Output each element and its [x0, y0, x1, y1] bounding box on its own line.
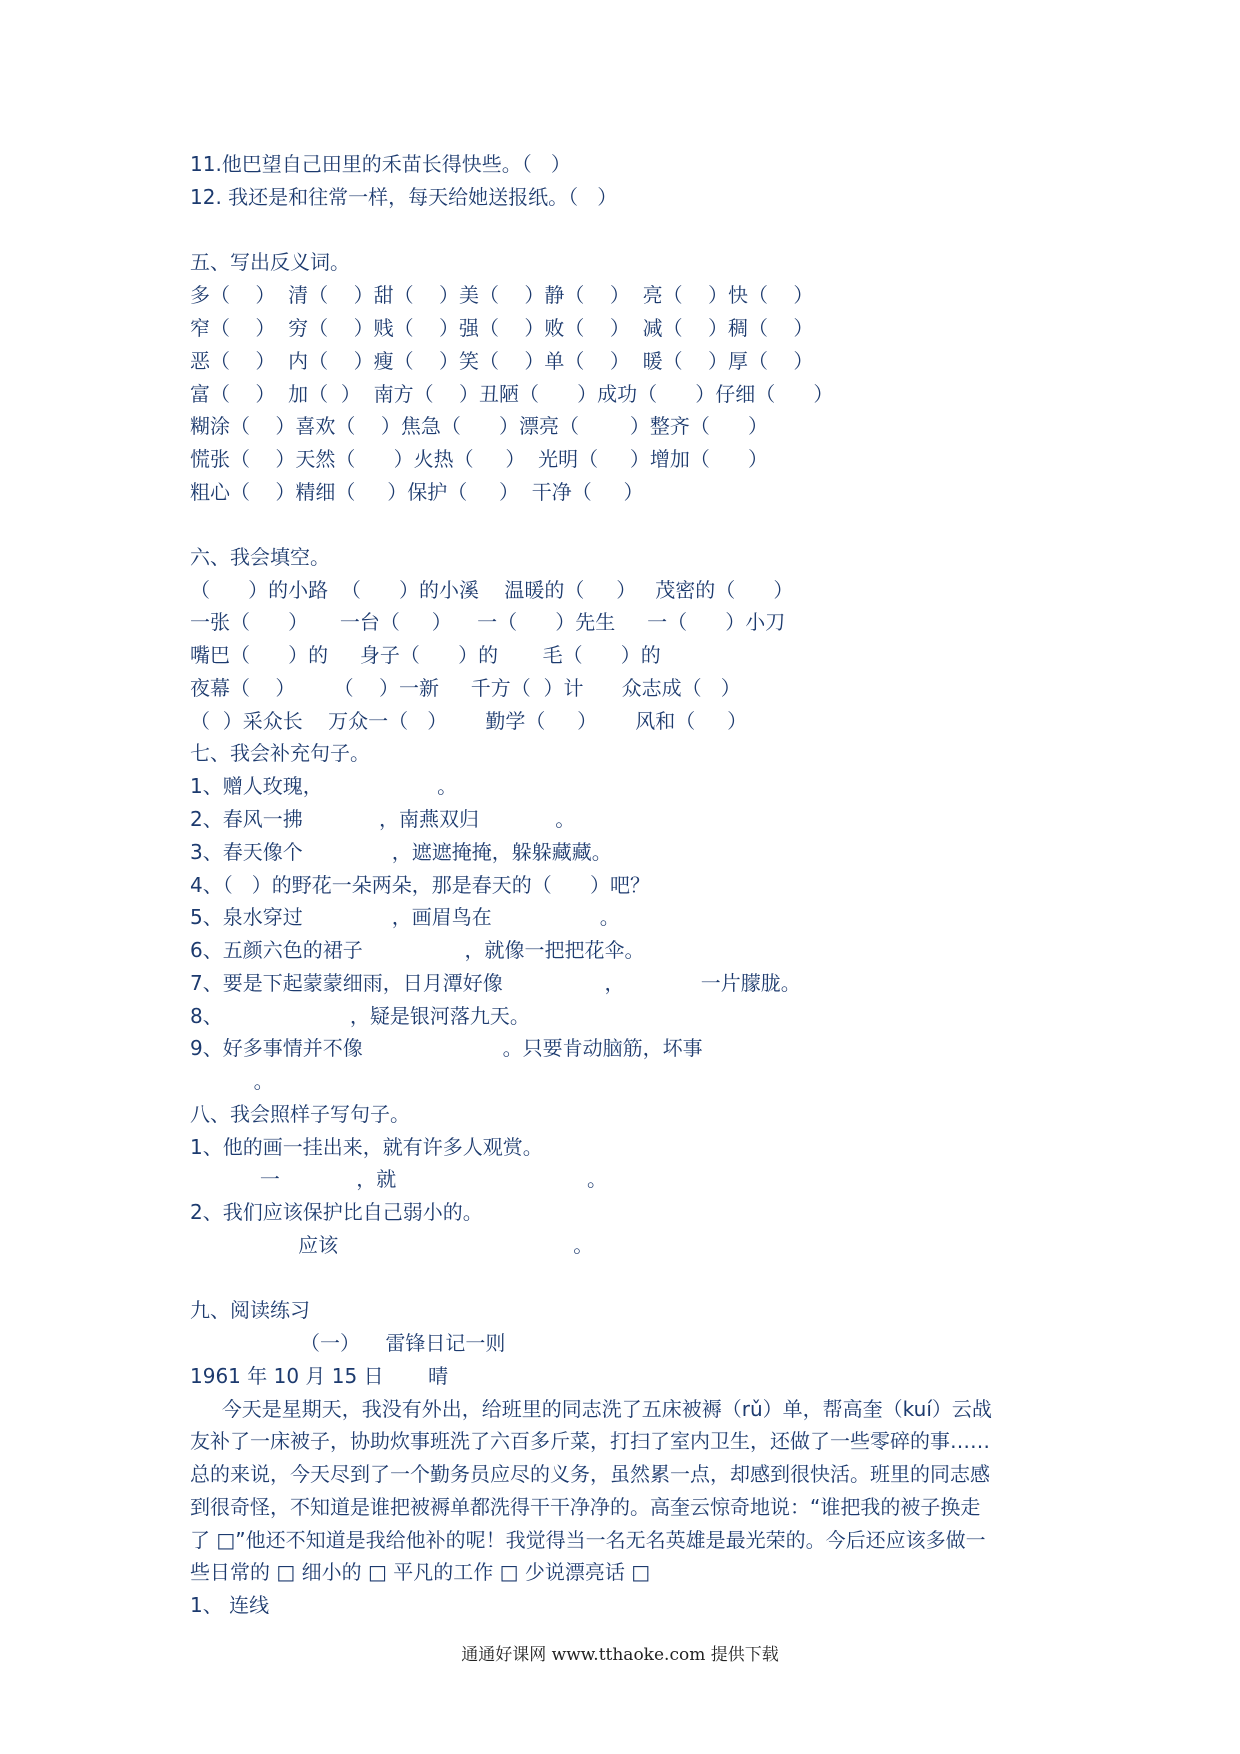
question-11: 11.他巴望自己田里的禾苗长得快些。（ ） — [190, 152, 571, 176]
sentence-row: 3、春天像个 ，遮遮掩掩，躲躲藏藏。 — [190, 840, 612, 864]
fill-row: （ ）的小路 （ ）的小溪 温暖的（ ） 茂密的（ ） — [190, 578, 794, 602]
paragraph-line: 到很奇怪，不知道是谁把被褥单都洗得干干净净的。高奎云惊奇地说：“谁把我的被子换走 — [190, 1495, 981, 1519]
sentence-row: 1、赠人玫瑰， 。 — [190, 774, 458, 798]
model-row: 一 ，就 。 — [190, 1167, 607, 1191]
antonym-row: 窄（ ） 穷（ ）贱（ ）强（ ）败（ ） 减（ ）稠（ ） — [190, 316, 814, 340]
antonym-row: 糊涂（ ）喜欢（ ）焦急（ ）漂亮（ ）整齐（ ） — [190, 414, 769, 438]
sentence-row: 9、好多事情并不像 。只要肯动脑筋，坏事 — [190, 1036, 703, 1060]
antonym-row: 多（ ） 清（ ）甜（ ）美（ ）静（ ） 亮（ ）快（ ） — [190, 283, 814, 307]
question-1: 1、 连线 — [190, 1593, 270, 1617]
paragraph-line: 友补了一床被子，协助炊事班洗了六百多斤菜，打扫了室内卫生，还做了一些零碎的事…… — [190, 1429, 990, 1453]
section-8-title: 八、我会照样子写句子。 — [190, 1102, 410, 1126]
antonym-row: 慌张（ ）天然（ ）火热（ ） 光明（ ）增加（ ） — [190, 447, 769, 471]
antonym-row: 富（ ） 加（ ） 南方（ ）丑陋（ ）成功（ ）仔细（ ） — [190, 382, 834, 406]
sentence-row: 。 — [190, 1069, 274, 1093]
reading-subtitle: （一） 雷锋日记一则 — [300, 1331, 506, 1355]
section-9-title: 九、阅读练习 — [190, 1298, 310, 1322]
section-7-title: 七、我会补充句子。 — [190, 741, 370, 765]
model-row: 2、我们应该保护比自己弱小的。 — [190, 1200, 483, 1224]
section-6-title: 六、我会填空。 — [190, 545, 330, 569]
diary-dateline: 1961 年 10 月 15 日 晴 — [190, 1364, 449, 1388]
sentence-row: 8、 ，疑是银河落九天。 — [190, 1004, 530, 1028]
question-12: 12. 我还是和往常一样，每天给她送报纸。（ ） — [190, 185, 618, 209]
sentence-row: 2、春风一拂 ，南燕双归 。 — [190, 807, 576, 831]
paragraph-line: 了 □”他还不知道是我给他补的呢！我觉得当一名无名英雄是最光荣的。今后还应该多做一 — [190, 1528, 986, 1552]
page-footer: 通通好课网 www.tthaoke.com 提供下载 — [461, 1645, 779, 1665]
section-5-title: 五、写出反义词。 — [190, 250, 350, 274]
antonym-row: 恶（ ） 内（ ）瘦（ ）笑（ ）单（ ） 暖（ ）厚（ ） — [190, 349, 814, 373]
paragraph-line: 些日常的 □ 细小的 □ 平凡的工作 □ 少说漂亮话 □ — [190, 1560, 651, 1584]
sentence-row: 6、五颜六色的裙子 ，就像一把把花伞。 — [190, 938, 645, 962]
sentence-row: 5、泉水穿过 ，画眉鸟在 。 — [190, 905, 620, 929]
sentence-row: 7、要是下起蒙蒙细雨，日月潭好像 ， 一片朦胧。 — [190, 971, 801, 995]
antonym-row: 粗心（ ）精细（ ）保护（ ） 干净（ ） — [190, 480, 644, 504]
paragraph-line: 总的来说，今天尽到了一个勤务员应尽的义务，虽然累一点，却感到很快活。班里的同志感 — [190, 1462, 990, 1486]
model-row: 1、他的画一挂出来，就有许多人观赏。 — [190, 1135, 543, 1159]
sentence-row: 4、（ ）的野花一朵两朵，那是春天的（ ）吧？ — [190, 873, 650, 897]
model-row: 应该 。 — [190, 1233, 594, 1257]
fill-row: 一张（ ） 一台（ ） 一（ ）先生 一（ ）小刀 — [190, 610, 786, 634]
fill-row: 嘴巴（ ）的 身子（ ）的 毛（ ）的 — [190, 643, 661, 667]
paragraph-line: 今天是星期天，我没有外出，给班里的同志洗了五床被褥（rǔ）单，帮高奎（kuí）云战 — [190, 1397, 992, 1421]
fill-row: 夜幕（ ） （ ）一新 千方（ ）计 众志成（ ） — [190, 676, 741, 700]
fill-row: （ ）采众长 万众一（ ） 勤学（ ） 风和（ ） — [190, 709, 748, 733]
